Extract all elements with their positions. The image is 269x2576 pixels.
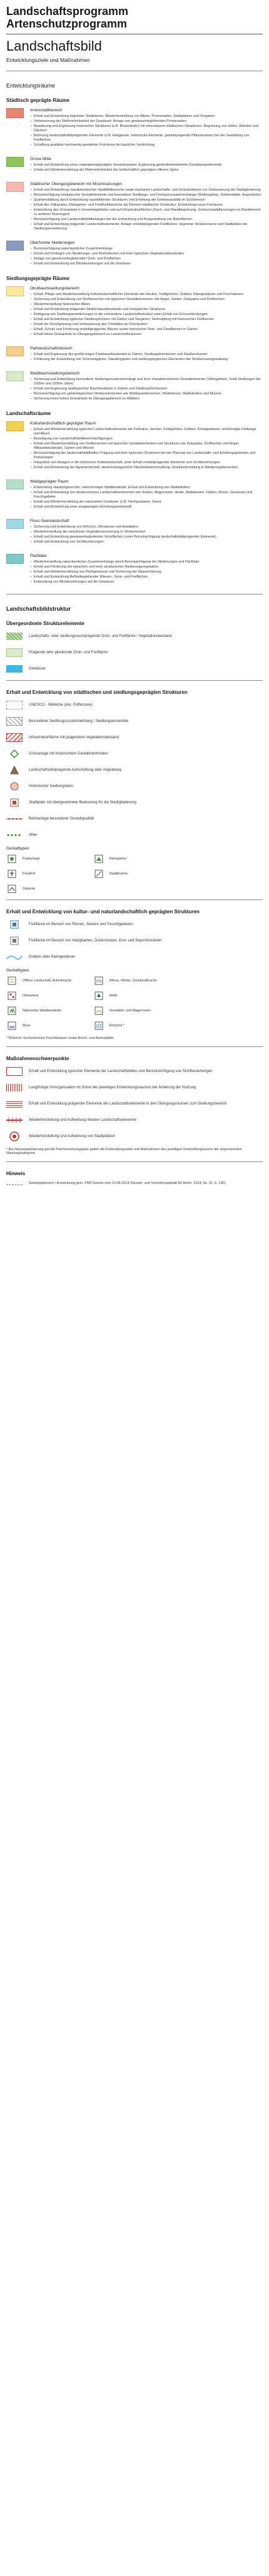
gestalttyp-icon	[180, 1021, 191, 1030]
measure-item: – Anlage von gewässerbegleitenden Grün- und Freiflächen	[30, 257, 263, 261]
measure-item: – Entwicklung standortgerechter, vielschichtiger Waldbestände; Erhalt und Entwicklung von Waldrändern	[30, 486, 263, 490]
legend-row-label: Wiederherstellung und Aufwertung linearer Landschaftselemente	[29, 1118, 137, 1122]
gestalttyp-label: Stadtbrache	[109, 872, 128, 876]
square-icon	[6, 798, 23, 807]
legend-entry-body	[30, 108, 263, 148]
green-area-icon	[6, 648, 23, 657]
measure-list	[30, 247, 263, 266]
measure-item: – Erhalt und Entwicklung begrünter Stadträume; Wiederherstellung von Alleen, Promenaden, Stadtplätzen und Vorgärten	[30, 114, 263, 119]
subsection-title: Erhalt und Entwicklung von kultur- und naturlandschaftlich geprägten Strukturen	[6, 909, 200, 915]
legend-entry	[6, 519, 263, 545]
legend-row-label: Allee	[29, 833, 38, 837]
legend-row-label: Freifläche im Bereich von Hangkanten, Dünenrücken, End- und Stauchmoränen	[29, 939, 162, 943]
gestalttyp-item	[180, 991, 263, 1000]
gestalttypen-title: Gestalttypen	[6, 846, 29, 851]
measure-item: – Berücksichtigung von gebietstypischen Strukturelementen wie Waldsaumbereichen, Waldwiesen, Waldrändern und Mooren	[30, 392, 263, 396]
measure-item: – Schaffung qualitativ hochwertig gestalteter Freiräume bei baulicher Verdichtung	[30, 143, 263, 148]
measure-item: – Einfügung von Siedlungserweiterungen in die vorhandene Landschaftsstruktur unter Erhalt von Grünverbindungen	[30, 313, 263, 317]
measure-list	[30, 560, 263, 584]
gestalt-note: * Röhricht: Kennzeichnen Feuchtwiesen sowie Bruch- und Auenwälder	[6, 1036, 114, 1040]
group-title: Landschaftsräume	[6, 411, 51, 416]
legend-row	[6, 781, 263, 791]
legend-row-label: UNESCO - Welterbe (inkl. Pufferzone)	[29, 703, 93, 707]
measure-item: – Erhalt und Entwicklung von Blickbeziehungen auf die Gewässer	[30, 262, 263, 266]
legend-row	[6, 936, 263, 946]
legend-row-label: Besonderer Siedlungszusammenhang / Siedlungsensemble	[29, 719, 129, 723]
legend-row	[6, 814, 263, 824]
gestalttyp-label: Röhricht *	[109, 1024, 124, 1028]
gestalttyp-icon	[93, 854, 104, 863]
color-swatch	[6, 286, 24, 296]
groups	[6, 98, 263, 585]
legend-row	[6, 1115, 263, 1125]
measure-item: – Erhalt und Entwicklung der Agrarlandschaft, abwechslungsreiche Flächenbewirtschaftung; Grünlanderhaltung in Niederungsbereichen	[30, 466, 263, 470]
gestalttypen-grid	[6, 854, 263, 893]
measure-item: – Sicherung eines hohen Grünanteils im Übergangsbereich zu Wäldern	[30, 397, 263, 401]
measure-item: – Entwicklung des Grünanteils in Gewerbegebieten und auf Infrastrukturflächen (Dach- und Wandbegrünung, Schmuckaufpflanzungen im Randbereich zu anderen Nutzungen)	[30, 208, 263, 217]
rows-massnahmen	[6, 1066, 263, 1141]
gestalttypen-grid	[6, 976, 263, 1030]
title-line2: Artenschutzprogramm	[6, 18, 128, 30]
measure-item: – Betonung landschaftsbildprägender Elemente (z.B. Hangkante, historische Elemente, gebietsprägende Pflanzenarten) bei der Gestaltung von Freiflächen	[30, 134, 263, 143]
measure-item: – Erhalt, Schutz und Förderung ortsbildprägender Bäume sowie historischer Nutz- und Zierpflanzen in Gärten	[30, 328, 263, 332]
measure-item: – Sicherung und Entwicklung von Röhricht, Uferwiesen und Auwäldern	[30, 525, 263, 529]
legend-entry	[6, 286, 263, 338]
color-swatch	[6, 519, 24, 529]
measure-item: – Berücksichtigung naturräumlicher Zusammenhänge	[30, 247, 263, 251]
hatched-green-icon	[6, 632, 23, 641]
measure-list	[30, 428, 263, 470]
water-icon	[6, 664, 23, 673]
gestalttyp-icon	[6, 991, 18, 1000]
rows-uebergeordnet	[6, 631, 263, 674]
struktur-section	[0, 594, 269, 1185]
footnote: * Bei Nutzungsänderung gemäß Flächennutzungsplan gelten die Entwicklungsziele und Maßnahmen des jeweiligen Entwicklungsraums der angrenzenden Nutzungskategorie.	[6, 1148, 242, 1155]
section-title: Landschaftsbildstruktur	[6, 606, 71, 612]
gestalttyp-label: Naturnahe Waldbestände	[23, 1009, 62, 1013]
square-grey-icon	[6, 936, 23, 945]
color-swatch	[6, 554, 24, 564]
legend-row	[6, 733, 263, 743]
measure-item: – Erhalt und Entwicklung prägender Landschaftselemente; Anlage ortsbildprägender Freiflächen, begrünter Straßenräume und Stadtplätze bei Siedlungserweiterung	[30, 223, 263, 231]
gestalttyp-label: Vorwälder und Magerrasen	[109, 1009, 151, 1013]
gestalttyp-icon	[93, 1021, 104, 1030]
gestalttyp-label: Wald	[109, 994, 117, 998]
gestalttyp-item	[6, 1006, 89, 1015]
gestalttyp-item	[93, 991, 176, 1000]
divider	[6, 680, 263, 681]
color-swatch	[6, 182, 24, 192]
legend-row-label: Freifläche im Bereich von Rinnen, Senken und Feuchtgebieten	[29, 923, 133, 926]
legend-entry-title: Waldgeprägter Raum	[30, 479, 69, 484]
gestalttyp-item	[180, 976, 263, 985]
gestalttyp-icon	[6, 854, 18, 863]
measure-item: – Erhalt und Entwicklung gewässerbegleitender Grünflächen (unter Berücksichtigung landschaftsbildprägender Elemente)	[30, 535, 263, 539]
legend-row	[6, 952, 263, 962]
legend-row	[6, 920, 263, 930]
gestalttyp-icon	[6, 976, 18, 985]
railway-line-icon	[6, 814, 23, 823]
legend-entry	[6, 182, 263, 232]
divider	[6, 1046, 263, 1047]
gestalttyp-label: Friedhof	[23, 872, 36, 876]
measure-item: – Berücksichtigung ortstypischer Gestaltelemente und besonderer Siedlungs- und Freiraumzusammenhänge (Stellungsbau, Gartenstädte, Angerdörfer)	[30, 193, 263, 198]
legend-row-label: Infrastrukturfläche mit prägendem Vegetationsbestand	[29, 736, 119, 739]
gestalttyp-item	[180, 870, 263, 878]
measure-item: – Erhalt und Entwicklung von Sichtbeziehungen	[30, 540, 263, 544]
legend-entry-body	[30, 479, 263, 510]
measure-item: – Erhalt und Entwicklung eines vegetationsgeprägten Gesamtraumes; Ergänzung gartendenkmalwerter Gestaltungselemente	[30, 163, 263, 168]
measure-item: – Erhalt und Wiederherstellung von Dorfbereichen mit typischen Gestaltelementen und Strukturen wie Gutsparks, Dorfteichen und Anger, Altbaumbeständen, Gärten und Wiesen	[30, 442, 263, 451]
gestalttyp-icon	[180, 885, 191, 893]
legend-entry-body	[30, 421, 263, 471]
gestalttyp-label: Moor	[23, 1024, 31, 1028]
measure-list	[30, 353, 263, 362]
subsection-title: Maßnahmenschwerpunkte	[6, 1056, 69, 1061]
measure-item: – Erhalt und Wiederherstellung typischer Landschaftselemente wie Feldraine, Hecken, Feldgehölze, Gräben, Kleingewässer, unbefestigte Feldwege und Alleen	[30, 428, 263, 436]
legend-row-label: Bahnanlage besonderer Gestaltqualität	[29, 817, 94, 821]
legend-row	[6, 749, 263, 759]
legend-entry-title: Innenstadtbereich	[30, 108, 63, 113]
color-swatch	[6, 157, 24, 167]
gestalttyp-item	[93, 1006, 176, 1015]
measure-item: – Wiederherstellung naturräumlicher Zusammenhänge durch Berücksichtigung der Niederungen und Fließtäler	[30, 560, 263, 564]
legend-entry-title: Parklandschaftsbereich	[30, 346, 73, 351]
legend-row-label: Landschafts- oder siedlungsraumprägende Grün- und Freifläche / Vegetationsbestand	[29, 634, 172, 638]
legend-entry-title: Fluss-Seenlandschaft	[30, 519, 69, 523]
measure-item: – Erhalt und Entwicklung einer ausgeprägten Erholungslandschaft	[30, 505, 263, 509]
legend-entry-body	[30, 182, 263, 232]
measure-item: – Sicherung und Entwicklung von Dorfbereichen mit typischen Gestaltelementen wie Anger, Gärten, Gutsparks und Dorfteichen	[30, 298, 263, 302]
gestalttyp-icon	[180, 991, 191, 1000]
gestalttyp-label: Offene Landschaft, Ackerbrache	[23, 979, 72, 983]
legend-row	[6, 1066, 263, 1076]
measure-list	[30, 188, 263, 231]
measure-list	[30, 525, 263, 544]
gestalttyp-icon	[93, 1006, 104, 1015]
gestalttyp-icon	[6, 870, 18, 878]
gestalttyp-item	[93, 976, 176, 985]
gestalttyp-label: Obstwiese	[23, 994, 39, 998]
legend-row	[6, 700, 263, 710]
legend-entry-body	[30, 241, 263, 267]
legend-row	[6, 765, 263, 775]
legend-entry	[6, 479, 263, 510]
measure-item: – Erhalt der Durchgrünung und Verbesserung des Ortsbildes an Ortsrändern	[30, 323, 263, 327]
measure-item: – Erhalt und Förderung der typischen und reich strukturierten Niederungsvegetation	[30, 565, 263, 569]
legend-row	[6, 1131, 263, 1141]
legend-entry-title: Grüne Mitte	[30, 157, 51, 161]
legend-row	[6, 1099, 263, 1109]
gestalttyp-item	[93, 870, 176, 878]
measure-item: – Erhalt und Entwicklung prägender Straßenbaumbestände und ortstypischer Strukturen	[30, 308, 263, 312]
legend-entry-body	[30, 371, 263, 402]
legend-entry-body	[30, 157, 263, 173]
legend-entry-title: Fließtäler	[30, 554, 48, 558]
hinweis-text: Geltungsbereich / Entwicklung gem. FNP-Gesetz vom 14.06.2014 (Gesetz- und Verordnungsblatt für Berlin, 2014, Nr. 15, S. 190).	[29, 1181, 226, 1185]
gestalttypen-title: Gestalttypen	[6, 968, 29, 973]
target-circle-icon	[6, 1132, 23, 1141]
group-title: Städtisch geprägte Räume	[6, 98, 69, 103]
legend-entry	[6, 421, 263, 471]
measure-item: – Erhalt und Wiederherstellung der naturnahen Gewässer (z.B. Fließgewässer, Seen)	[30, 500, 263, 504]
gestalttyp-icon	[6, 885, 18, 893]
legend-row-label: Historischer Siedlungskern	[29, 784, 74, 788]
measure-item: – Wiederherstellung der natürlichen Vegetationszonierung in Uferbereichen	[30, 530, 263, 534]
legend-row	[6, 830, 263, 840]
measure-item: – Integration von Anlagen in die historische Kulturlandschaft, unter Erhalt ortsbildprägender Elemente und Sichtbeziehungen	[30, 461, 263, 465]
measure-list	[30, 163, 263, 173]
measure-item: – Förderung der Entwicklung von Schmuckgärten, Staudengärten und siedlungstypischen Elementen der Straßenraumgestaltung	[30, 358, 263, 362]
measure-item: – Beseitigung von Landschaftsbildbeeinträchtigungen	[30, 437, 263, 441]
measure-list	[30, 114, 263, 148]
legend-row	[6, 631, 263, 641]
infrastructure-hatch-icon	[6, 733, 23, 742]
barbed-line-icon	[6, 1116, 23, 1125]
gestalttyp-item	[6, 854, 89, 863]
measure-item: – Erhalt des Volksparks, Kleingarten- und Friedhofsbereiche als Element städtischer Grünkultur; Entwicklung neuer Freiräume	[30, 203, 263, 208]
header	[0, 0, 269, 67]
legend-entry-title: Waldbaumsiedlungsbereich	[30, 371, 80, 376]
measure-item: – Erhalt und Entwicklung charakteristischer Stadtbildbereiche sowie markanter Landschafts- und Grünstrukturen zur Verbesserung der Stadtgliederung	[30, 188, 263, 193]
legend-entry-title: Obstbaumsiedlungsbereich	[30, 286, 79, 291]
legend-row-label: Stadtplatz mit übergeordneter Bedeutung für die Stadtgliederung	[29, 801, 136, 804]
gestalttyp-item	[93, 885, 176, 893]
subsection-title: Übergeordnete Strukturelemente	[6, 621, 84, 626]
measure-item: – Erhalt und Freilegen von Niederungs- und Fließstrecken mit ihren typischen Vegetationsbeständen	[30, 252, 263, 256]
hinweis	[6, 1181, 263, 1185]
legend-entry-title: Überformte Niederungen	[30, 241, 75, 245]
legend-entry-title: Kulturlandschaftlich geprägter Raum	[30, 421, 96, 426]
gestalttyp-icon	[93, 991, 104, 1000]
gestalttyp-label: Wiese, Weide, Grünlandbrache	[109, 979, 157, 983]
gestalttyp-item	[93, 1021, 176, 1030]
triangle-icon	[6, 766, 23, 774]
color-swatch	[6, 108, 24, 118]
measure-item: – Entwicklung von Blickbeziehungen auf die Gewässer	[30, 580, 263, 584]
legend-row	[6, 1083, 263, 1093]
color-swatch	[6, 421, 24, 431]
legend-row-label: Grünanlage mit historischem Gestaltmerkmalen	[29, 752, 108, 756]
gestalttyp-item	[6, 885, 89, 893]
legend-row-label: Prägende oder gliedernde Grün- und Freifläche	[29, 651, 108, 654]
stream-line-icon	[6, 953, 23, 961]
gestalttyp-icon	[180, 870, 191, 878]
outline-red-icon	[6, 1067, 23, 1076]
gestalttyp-item	[180, 885, 263, 893]
title-line1: Landschaftsprogramm	[6, 5, 129, 18]
measure-list	[30, 293, 263, 337]
measure-item: – Quartiersbildung durch Entwicklung raumbildender Strukturen und Erhöhung der Erlebnisqualität im Grünbereich	[30, 198, 263, 203]
gestalttyp-icon	[93, 976, 104, 985]
gestalttyp-icon	[6, 1006, 18, 1015]
gestalttyp-item	[6, 870, 89, 878]
measure-item: – Erhalt und Wiederherstellung der Wahrnehmbarkeit der landschaftlich geprägten offenen Spree	[30, 168, 263, 173]
entwicklungsraeume-section	[0, 71, 269, 585]
measure-item: – Bewahrung und Ergänzung historischer Strukturen (z.B. Blockränder) mit erkennbaren städtischen Situationen; Begrünung von Höfen, Wänden und Dächern	[30, 124, 263, 133]
vertical-hatch-icon	[6, 1083, 23, 1092]
legend-row-label: Erhalt und Entwicklung typischer Elemente der Landschaftsbildes und Berücksichtigung von Sichtbeziehungen	[29, 1070, 213, 1073]
settlement-hatch-icon	[6, 717, 23, 726]
measure-item: – Sicherung und Entwicklung besonderer Siedlungszusammenhänge und ihrer charakteristischen Gestaltelemente (Villengebiete, Seidl-Siedlungen der 1920er und 1930er Jahre)	[30, 378, 263, 386]
legend-row	[6, 648, 263, 658]
rows-staedtisch	[6, 700, 263, 840]
legend-row-label: Landschaftsbildprägende Aufschüttung oder Abgrabung	[29, 768, 121, 772]
gestalttyp-item	[180, 1021, 263, 1030]
gestalttyp-item	[6, 991, 89, 1000]
unesco-boundary-icon	[6, 701, 23, 709]
legend-row-label: Langfristige Umorganisation im Sinne des jeweiligen Entwicklungsraumes bei Änderung der Nutzung	[29, 1086, 196, 1090]
measure-item: – Erhalt, Pflege und Wiederherstellung kulturlandschaftlicher Elemente wie Hecken, Feldgehölze, Gräben, Kleingewässer und Frischwiesen	[30, 293, 263, 297]
legend-entry	[6, 346, 263, 363]
legend-entry-body	[30, 286, 263, 338]
color-swatch	[6, 346, 24, 356]
legend-row	[6, 716, 263, 726]
map-subtitle: Entwicklungsziele und Maßnahmen	[6, 57, 90, 63]
square-blue-icon	[6, 920, 23, 929]
legend-entry-body	[30, 346, 263, 363]
color-swatch	[6, 479, 24, 489]
section-title: Entwicklungsräume	[6, 83, 56, 89]
legend-entry-body	[30, 554, 263, 585]
measure-list	[30, 486, 263, 509]
gestalttyp-icon	[180, 1006, 191, 1015]
color-swatch	[6, 371, 24, 381]
legend-entry-title: Städtischer Übergangsbereich mit Mischnutzungen	[30, 182, 123, 186]
gestalttyp-item	[180, 1006, 263, 1015]
legend-entry	[6, 241, 263, 267]
avenue-dots-icon	[6, 831, 23, 839]
horizontal-hatch-icon	[6, 1100, 23, 1108]
map-heading: Landschaftsbild	[6, 38, 102, 54]
gestalttyp-icon	[180, 854, 191, 863]
gestalttyp-icon	[6, 1021, 18, 1030]
measure-item: – Wiederherstellung historischer Alleen	[30, 303, 263, 307]
legend-row-label: Gewässer	[29, 667, 46, 671]
gestalttyp-icon	[93, 885, 104, 893]
measure-item: – Erhalt und Ergänzung des großkronigen Parkbaumbestandes in Gärten, Siedlungsfreiräumen und Straßenräumen	[30, 353, 263, 357]
measure-item: – Berücksichtigung der landschaftsbildhaften Prägung und ihrer typischen Strukturen bei der Planung von Landschafts- und Erholungsgebieten und Parkanlagen	[30, 451, 263, 460]
gestalttyp-label: Parkanlage	[23, 857, 40, 861]
measure-item: – Erhalt und Entwicklung von strukturreichen Landschaftselementen wie Heiden, Magerrasen, Heide, Waldwiesen, Fluben, Moore, Gewässer und Feuchtgebiete	[30, 491, 263, 499]
circle-icon	[6, 782, 23, 791]
gestalttyp-icon	[180, 976, 191, 985]
legend-entry	[6, 371, 263, 402]
rows-kultur	[6, 920, 263, 962]
legend-entry	[6, 157, 263, 173]
measure-item: – Erhalt und Ergänzung waldtypischer Baumbestände in Gärten und Siedlungsfreiräumen	[30, 387, 263, 391]
legend-row	[6, 798, 263, 808]
gestalttyp-item	[6, 976, 89, 985]
gestalttyp-icon	[93, 870, 104, 878]
measure-item: – Verbesserung der Wahrnehmbarkeit der Gewässer; Anlage von gewässerbegleitenden Promenaden	[30, 119, 263, 124]
legend-row-label: Wiederherstellung und Aufwertung von Stadtplätzen	[29, 1135, 116, 1138]
measure-item: – Erhalt und Entwicklung typischer Siedlungsformen mit Gärten und Vorgärten; Verknüpfung mit historischen Dorfkernen	[30, 318, 263, 322]
legend-entry	[6, 554, 263, 585]
color-swatch	[6, 241, 24, 251]
legend-row-label: Graben oder Kleingewässer	[29, 955, 76, 959]
measure-item: – Erhalt hohen Grünanteils im Übergangsbereich zu Landschaftsräumen	[30, 333, 263, 337]
legend-row-label: Erhalt und Entwicklung prägender Elemente der Landschaftselemente in den Übergangsräumen zum Siedlungsbereich	[29, 1102, 227, 1106]
measure-item: – Erhalt und Entwicklung fließtalbegleitender Wiesen-, Grün- und Freiflächen	[30, 575, 263, 579]
group-title: Siedlungsgeprägte Räume	[6, 276, 69, 281]
diamond-icon	[6, 749, 23, 758]
hinweis-title: Hinweis	[6, 1171, 26, 1176]
divider	[6, 1161, 263, 1162]
measure-item: – Berücksichtigung von Landschaftsbildbelangen bei der Entwicklung und Ausgestaltung von Bahnflächen	[30, 218, 263, 222]
subsection-title: Erhalt und Entwicklung von städtischen und siedlungsgeprägten Strukturen	[6, 689, 188, 695]
measure-item: – Erhalt und Wiederherstellung von Fließgewässer und Sicherung der Wasserführung	[30, 570, 263, 574]
legend-entry-body	[30, 519, 263, 545]
gestalttyp-item	[180, 854, 263, 863]
gestalttyp-item	[93, 854, 176, 863]
legend-entry	[6, 108, 263, 148]
measure-list	[30, 378, 263, 401]
gestalttyp-item	[6, 1021, 89, 1030]
gestalttyp-label: Kleingarten	[109, 857, 127, 861]
legend-row	[6, 664, 263, 674]
gestalttyp-label: Deponie	[23, 887, 36, 891]
